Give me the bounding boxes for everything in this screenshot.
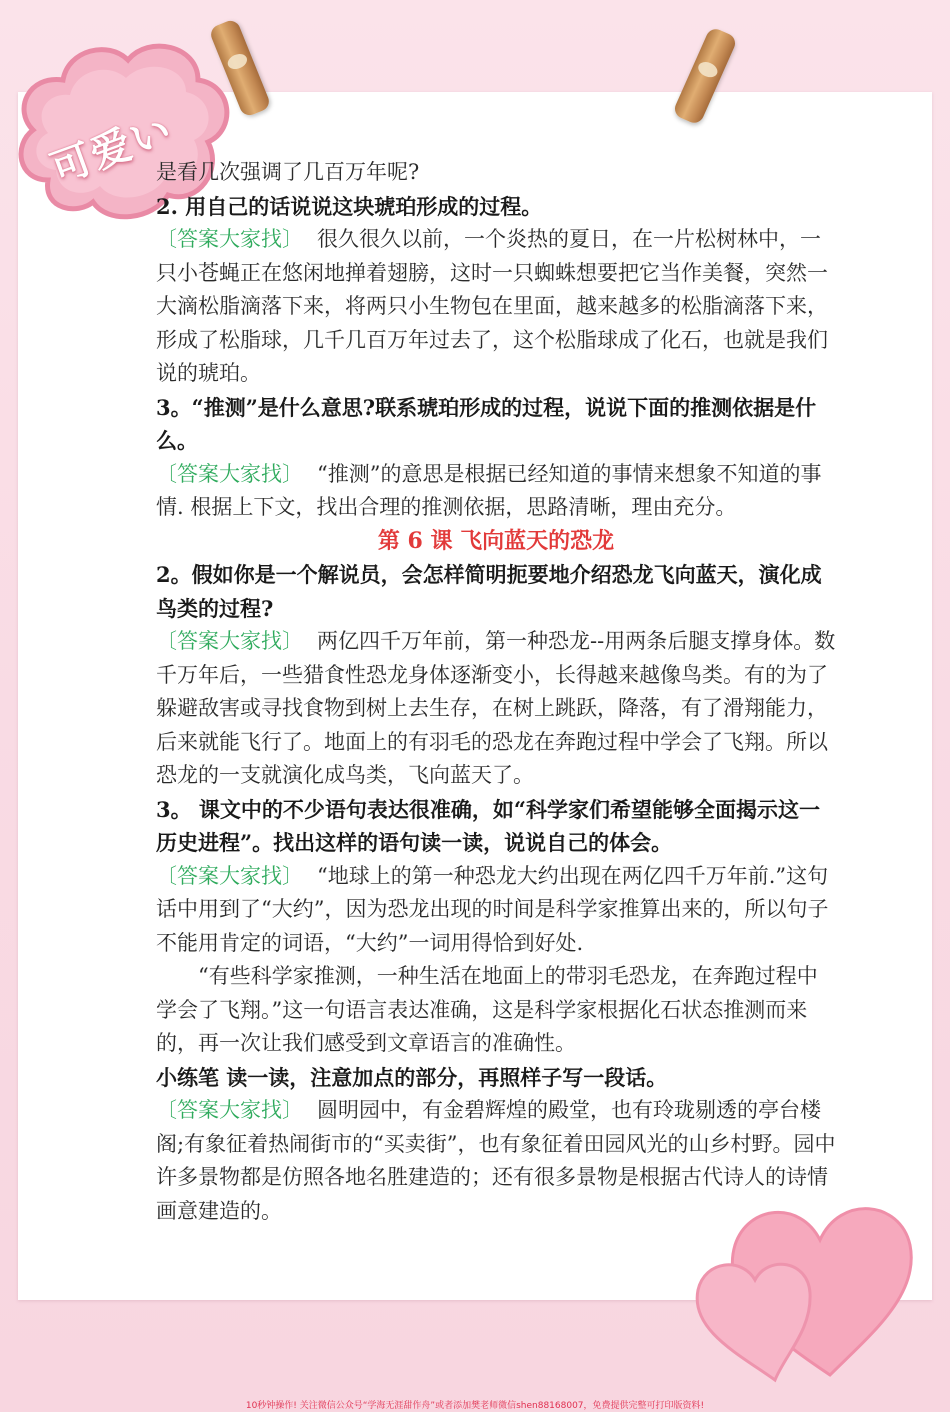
answer-2 [156, 223, 836, 391]
answer-text: “地球上的第一种恐龙大约出现在两亿四千万年前.”这句话中用到了“大约”，因为恐龙出现的时间是科学家推算出来的，所以句子不能用肯定的词语，“大约”一词用得恰到好处. [156, 863, 829, 955]
answer-3 [156, 458, 836, 525]
question-6-2: 2。假如你是一个解说员，会怎样简明扼要地介绍恐龙飞向蓝天，演化成鸟类的过程? [156, 562, 822, 621]
question-3: 3。“推测”是什么意思?联系琥珀形成的过程，说说下面的推测依据是什么。 [156, 394, 817, 453]
answer-tag: 〔答案大家找〕 [156, 227, 303, 251]
answer-tag: 〔答案大家找〕 [156, 1098, 303, 1122]
answer-text: 两亿四千万年前，第一种恐龙--用两条后腿支撑身体。数千万年后，一些猎食性恐龙身体逐渐变小，长得越来越像鸟类。有的为了躲避敌害或寻找食物到树上去生存，在树上跳跃，降落，有了滑翔能力，后来就能飞行了。地面上的有羽毛的恐龙在奔跑过程中学会了飞翔。所以恐龙的一支就演化成鸟类，飞向蓝天了。 [156, 629, 836, 787]
answer-tag: 〔答案大家找〕 [156, 461, 303, 486]
text-line: 是看几次强调了几百万年呢? [156, 160, 420, 184]
answer-text: 很久很久以前，一个炎热的夏日，在一片松树林中，一只小苍蝇正在悠闲地掸着翅膀，这时一只蜘蛛想要把它当作美餐，突然一大滴松脂滴落下来，将两只小生物包在里面，越来越多的松脂滴落下来，形成了松脂球，几千几百万年过去了，这个松脂球成了化石，也就是我们说的琥珀。 [156, 227, 828, 385]
answer-text: “推测”的意思是根据已经知道的事情来想象不知道的事情. 根据上下文，找出合理的推测依据，思路清晰，理由充分。 [156, 461, 822, 519]
answer-6-3 [156, 860, 836, 961]
hearts-decoration [680, 1185, 930, 1405]
question-6-3: 3。 课文中的不少语句表达很准确，如“科学家们希望能够全面揭示这一历史进程”。找出这样的语句读一读，说说自己的体会。 [156, 796, 820, 855]
question-2: 2. 用自己的话说说这块琥珀形成的过程。 [156, 193, 543, 219]
answer-tag: 〔答案大家找〕 [156, 629, 303, 653]
footer-notice: 10秒钟操作! 关注微信公众号“学海无涯甜作舟”或者添加樊老师微信shen88168007，免费提供完整可打印版资料! [245, 1401, 705, 1411]
lesson-title: 第 6 课 飞向蓝天的恐龙 [377, 527, 615, 554]
document-body [156, 156, 836, 1228]
practice-prompt: 小练笔 读一读，注意加点的部分，再照样子写一段话。 [156, 1064, 668, 1090]
answer-tag: 〔答案大家找〕 [156, 863, 303, 888]
answer-text: 圆明园中，有金碧辉煌的殿堂，也有玲珑剔透的亭台楼阁;有象征着热闹街市的“买卖街”，也有象征着田园风光的山乡村野。园中许多景物都是仿照各地名胜建造的；还有很多景物是根据古代诗人的诗情画意建造的。 [156, 1098, 836, 1223]
sticker-text: 可爱い [45, 106, 180, 193]
answer-6-2 [156, 625, 836, 793]
heart-icon [680, 1185, 930, 1405]
answer-6-3-continued: “有些科学家推测，一种生活在地面上的带羽毛恐龙，在奔跑过程中学会了飞翔。”这一句语言表达准确，这是科学家根据化石状态推测而来的，再一次让我们感受到文章语言的准确性。 [156, 964, 818, 1055]
